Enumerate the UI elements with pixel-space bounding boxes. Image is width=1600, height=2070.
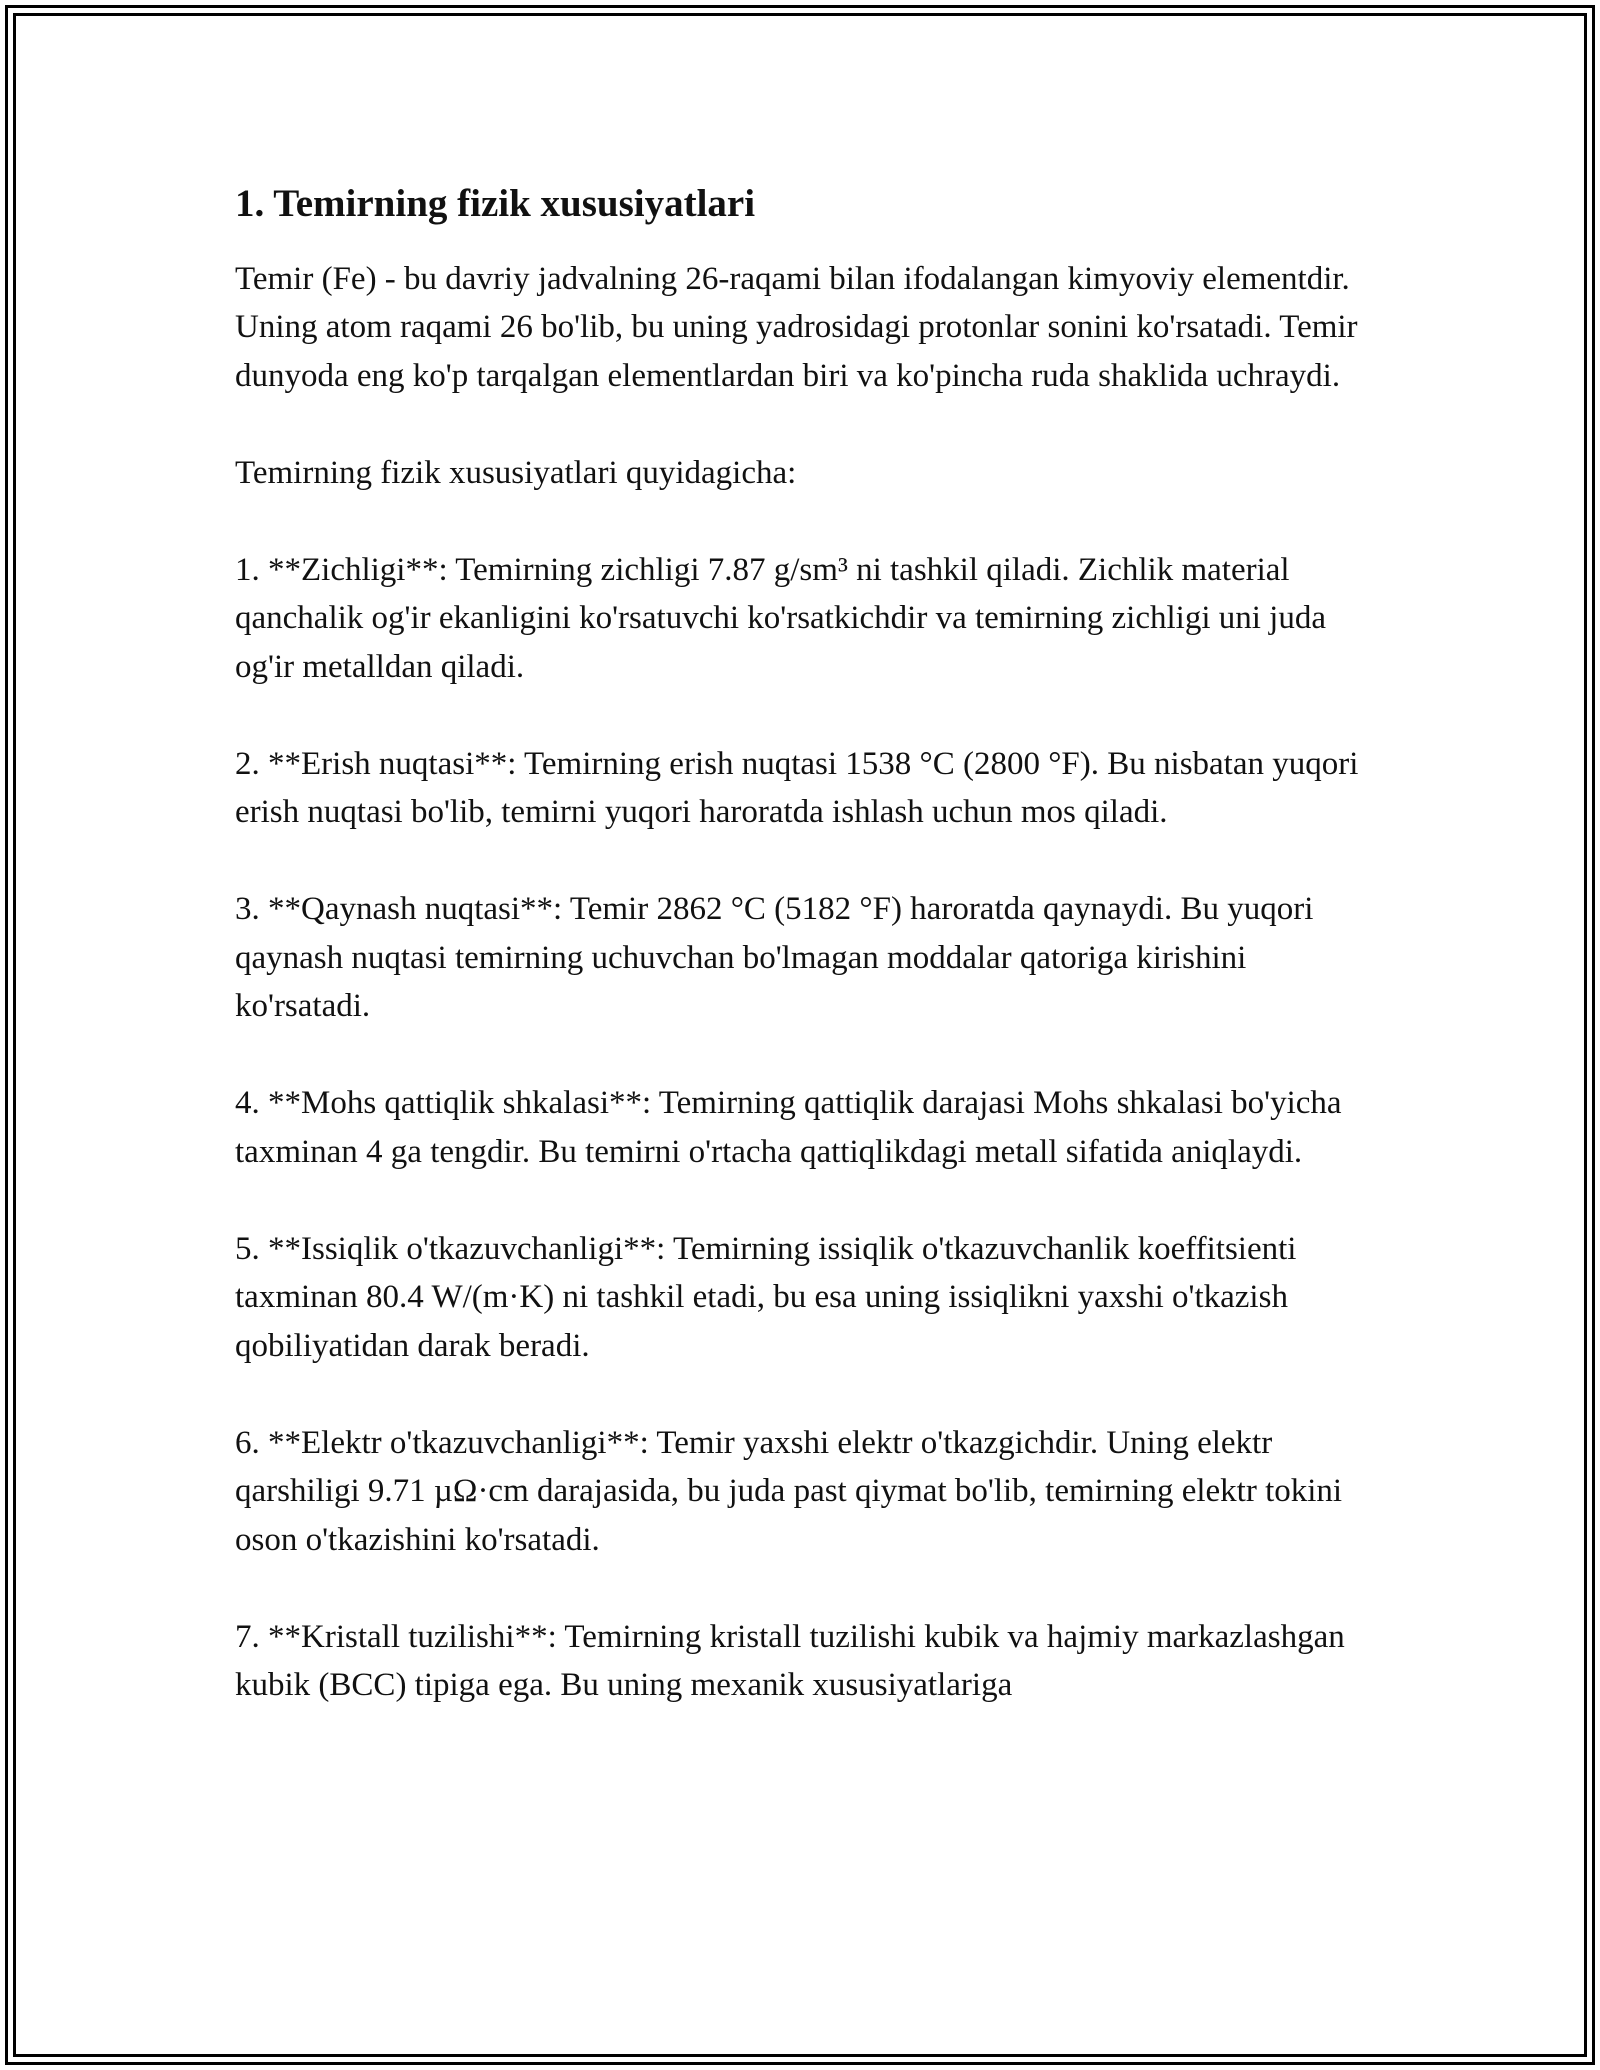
intro-paragraph: Temir (Fe) - bu davriy jadvalning 26-raqami bilan ifodalangan kimyoviy elementdir. Uning atom raqami 26 bo'lib, bu uning yadrosidagi protonlar sonini ko'rsatadi. Temir dunyoda eng ko'p tarqalgan elementlardan biri va ko'pincha ruda shaklida uchraydi. — [235, 260, 1358, 394]
property-crystal-structure: 7. **Kristall tuzilishi**: Temirning kristall tuzilishi kubik va hajmiy markazlashgan kubik (BCC) tipiga ega. Bu uning mexanik xususiyatlariga — [235, 1618, 1345, 1704]
list-intro-paragraph: Temirning fizik xususiyatlari quyidagicha: — [235, 454, 797, 491]
section-heading: 1. Temirning fizik xususiyatlari — [235, 182, 756, 225]
property-thermal-conductivity: 5. **Issiqlik o'tkazuvchanligi**: Temirning issiqlik o'tkazuvchanlik koeffitsienti taxminan 80.4 W/(m·K) ni tashkil etadi, bu esa uning issiqlikni yaxshi o'tkazish qobiliyatidan darak beradi. — [235, 1230, 1297, 1364]
document-body — [235, 180, 1375, 1758]
property-melting-point: 2. **Erish nuqtasi**: Temirning erish nuqtasi 1538 °C (2800 °F). Bu nisbatan yuqori erish nuqtasi bo'lib, temirni yuqori haroratda ishlash uchun mos qiladi. — [235, 745, 1359, 831]
property-boiling-point: 3. **Qaynash nuqtasi**: Temir 2862 °C (5182 °F) haroratda qaynaydi. Bu yuqori qaynash nuqtasi temirning uchuvchan bo'lmagan moddalar qatoriga kirishini ko'rsatadi. — [235, 891, 1314, 1025]
property-mohs-hardness: 4. **Mohs qattiqlik shkalasi**: Temirning qattiqlik darajasi Mohs shkalasi bo'yicha taxminan 4 ga tengdir. Bu temirni o'rtacha qattiqlikdagi metall sifatida aniqlaydi. — [235, 1085, 1342, 1170]
property-electrical-conductivity: 6. **Elektr o'tkazuvchanligi**: Temir yaxshi elektr o'tkazgichdir. Uning elektr qarshiligi 9.71 µΩ·cm darajasida, bu juda past qiymat bo'lib, temirning elektr tokini oson o'tkazishini ko'rsatadi. — [235, 1424, 1343, 1558]
property-density: 1. **Zichligi**: Temirning zichligi 7.87 g/sm³ ni tashkil qiladi. Zichlik material qanchalik og'ir ekanligini ko'rsatuvchi ko'rsatkichdir va temirning zichligi uni juda og'ir metalldan qiladi. — [235, 551, 1326, 685]
